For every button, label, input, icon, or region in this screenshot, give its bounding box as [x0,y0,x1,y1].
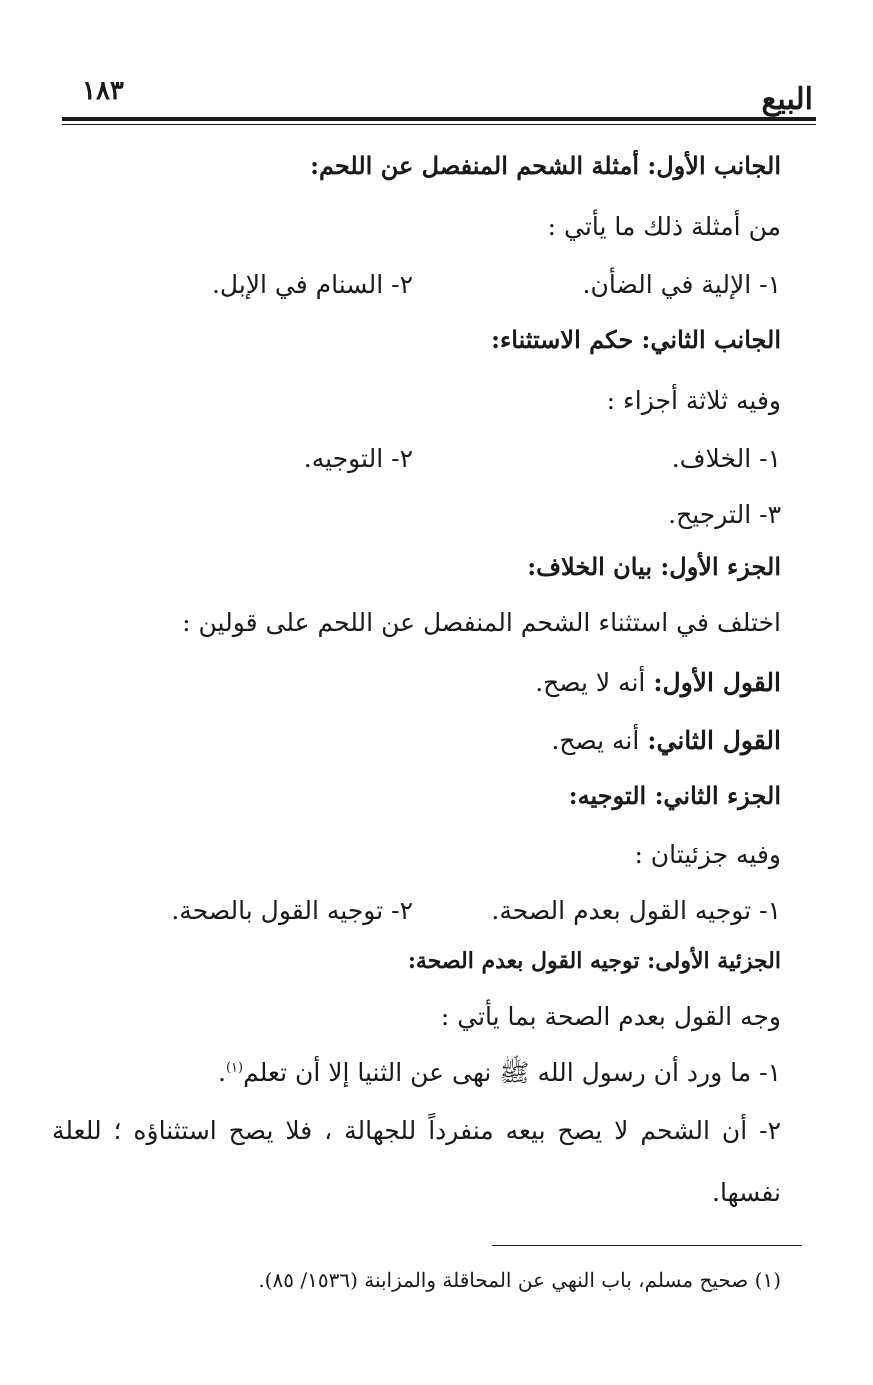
section-2-item-3: ٣- الترجيح. [668,500,781,529]
section-1-intro: من أمثلة ذلك ما يأتي : [547,212,781,241]
opinion-1 [535,668,781,698]
footnote-separator [492,1245,802,1246]
section-2-item-2: ٢- التوجيه. [303,444,413,473]
opinion-2 [551,726,781,756]
part-2-item-1 [491,896,781,926]
reason-2-line-1: ٢- أن الشحم لا يصح بيعه منفرداً للجهالة ، فلا يصح استثناؤه ؛ للعلة [52,1116,781,1145]
part-2-heading: الجزء الثاني: التوجيه: [568,781,781,810]
opinion-1-text: أنه لا يصح. [535,668,646,697]
part-2-item-1-text: توجيه القول بعدم الصحة. [491,896,752,925]
header-rule-thick [62,117,816,121]
opinion-2-label: القول الثاني: [647,726,781,755]
reason-1 [218,1058,781,1088]
section-2-heading: الجانب الثاني: حكم الاستثناء: [491,325,781,354]
running-header-title: البيع [761,82,813,117]
section-1-heading: الجانب الأول: أمثلة الشحم المنفصل عن اللحم: [310,151,781,180]
reason-2-line-2: نفسها. [712,1178,781,1207]
sub-part-1-intro: وجه القول بعدم الصحة بما يأتي : [440,1002,781,1031]
section-2-intro: وفيه ثلاثة أجزاء : [606,386,781,415]
part-1-text: اختلف في استثناء الشحم المنفصل عن اللحم على قولين : [182,608,781,637]
part-1-heading: الجزء الأول: بيان الخلاف: [527,552,781,581]
footnote: (١) صحيح مسلم، باب النهي عن المحاقلة والمزابنة (١٥٣٦/ ٨٥). [258,1268,781,1292]
part-2-item-1-number: ١- [759,896,781,925]
section-1-item-1: ١- الإلية في الضأن. [582,270,781,299]
section-2-item-1: ١- الخلاف. [671,444,781,473]
part-2-intro: وفيه جزئيتان : [634,840,781,869]
section-1-item-2: ٢- السنام في الإبل. [211,270,413,299]
opinion-1-label: القول الأول: [653,668,781,697]
part-2-item-2: ٢- توجيه القول بالصحة. [171,896,413,925]
sub-part-1-heading: الجزئية الأولى: توجيه القول بعدم الصحة: [407,948,781,974]
footnote-ref: (١) [225,1060,244,1076]
reason-1-text: ١- ما ورد أن رسول الله ﷺ نهى عن الثنيا إلا أن تعلم [243,1058,781,1087]
opinion-2-text: أنه يصح. [551,726,640,755]
page-number: ١٨٣ [82,76,124,106]
reason-1-end: . [218,1058,226,1087]
header-rule-thin [62,124,816,125]
